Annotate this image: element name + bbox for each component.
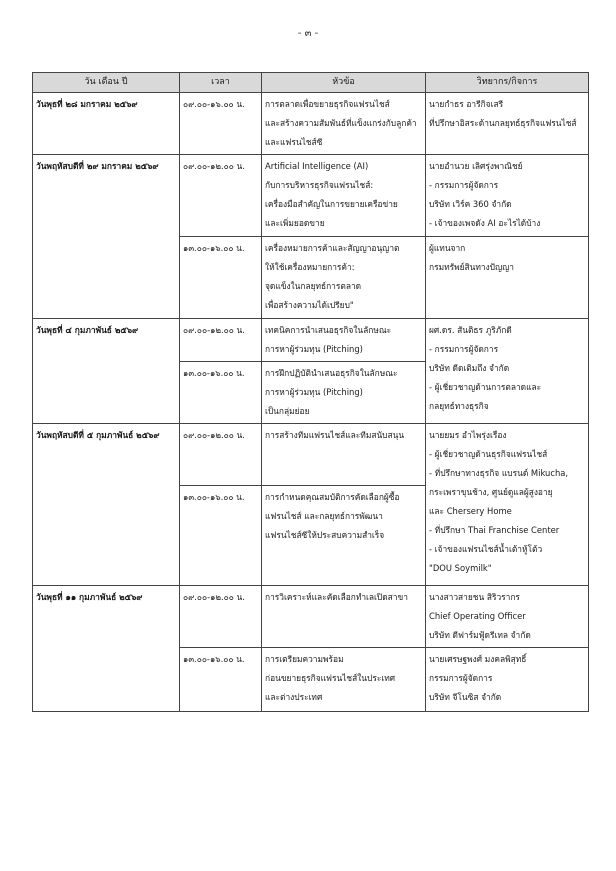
time-cell: ๑๓.๐๐-๑๖.๐๐ น.: [180, 237, 262, 319]
date-cell: วันพุธที่ ๒๘ มกราคม ๒๕๖๙: [33, 93, 180, 155]
table-row: [33, 424, 589, 486]
time-cell: ๑๓.๐๐-๑๖.๐๐ น.: [180, 648, 262, 712]
topic-line: การหาผู้ร่วมทุน (Pitching): [265, 387, 363, 397]
speaker-cell: [426, 93, 589, 155]
speaker-cell: [426, 237, 589, 319]
time-cell: ๑๓.๐๐-๑๖.๐๐ น.: [180, 362, 262, 424]
speaker-line: บริษัท ดีดเติมถึง จำกัด: [429, 363, 510, 373]
speaker-line: นายอำนวย เลิศรุ่งพาณิชย์: [429, 161, 523, 171]
topic-cell: [262, 486, 426, 586]
topic-line: กับการบริหารธุรกิจแฟรนไชส์:: [265, 180, 374, 190]
speaker-line: นายยมร อำไพรุ่งเรือง: [429, 430, 507, 440]
speaker-line: กรรมการผู้จัดการ: [429, 673, 493, 683]
topic-cell: [262, 237, 426, 319]
speaker-line: ที่ปรึกษาอิสระด้านกลยุทธ์ธุรกิจแฟรนไชส์: [429, 118, 577, 128]
speaker-line: นายเศรษฐพงศ์ มงคลพิสุทธิ์: [429, 654, 527, 664]
speaker-line: บริษัท จีโนซิส จำกัด: [429, 692, 502, 702]
topic-line: และต่างประเทศ: [265, 692, 323, 702]
table-row: [33, 586, 589, 648]
topic-line: เพื่อสร้างความได้เปรียบ": [265, 300, 354, 310]
topic-line: Artificial Intelligence (AI): [265, 161, 369, 171]
speaker-line: นายกำธร อารีกิจเสรี: [429, 99, 504, 109]
time-cell: ๐๙.๐๐-๑๒.๐๐ น.: [180, 319, 262, 362]
topic-cell: [262, 586, 426, 648]
time-cell: ๐๙.๐๐-๑๒.๐๐ น.: [180, 155, 262, 237]
speaker-cell: [426, 424, 589, 586]
speaker-cell: [426, 648, 589, 712]
speaker-line: - ที่ปรึกษา Thai Franchise Center: [429, 525, 560, 535]
date-cell: วันพุธที่ ๑๑ กุมภาพันธ์ ๒๕๖๙: [33, 586, 180, 712]
time-cell: ๐๙.๐๐-๑๖.๐๐ น.: [180, 93, 262, 155]
topic-line: การสร้างทีมแฟรนไชส์และทีมสนับสนุน: [265, 430, 405, 440]
header-speaker: วิทยากร/กิจการ: [426, 73, 589, 93]
speaker-line: Chief Operating Officer: [429, 611, 526, 621]
topic-line: จุดแข็งในกลยุทธ์การตลาด: [265, 281, 362, 291]
date-cell: วันพฤหัสบดีที่ ๒๙ มกราคม ๒๕๖๙: [33, 155, 180, 319]
topic-cell: [262, 93, 426, 155]
time-cell: ๑๓.๐๐-๑๖.๐๐ น.: [180, 486, 262, 586]
speaker-line: และ Chersery Home: [429, 506, 512, 516]
header-date: วัน เดือน ปี: [33, 73, 180, 93]
topic-line: เป็นกลุ่มย่อย: [265, 406, 310, 416]
topic-cell: [262, 319, 426, 362]
speaker-line: บริษัท เวิร์ค 360 จำกัด: [429, 199, 512, 209]
topic-cell: [262, 155, 426, 237]
table-row: [33, 155, 589, 237]
table-row: [33, 319, 589, 362]
speaker-cell: [426, 319, 589, 424]
date-cell: วันพุธที่ ๔ กุมภาพันธ์ ๒๕๖๙: [33, 319, 180, 424]
speaker-line: ผู้แทนจาก: [429, 243, 466, 253]
speaker-line: ผศ.ดร. สันติธร ภูริภักดี: [429, 325, 512, 335]
topic-line: การเตรียมความพร้อม: [265, 654, 344, 664]
speaker-line: - เจ้าของแฟรนไชส์น้ำเต้าหู้โต้ว: [429, 544, 543, 554]
schedule-table: [32, 72, 589, 712]
topic-line: การฝึกปฏิบัตินำเสนอธุรกิจในลักษณะ: [265, 368, 398, 378]
page-number: - ๓ -: [297, 28, 319, 39]
speaker-line: กรมทรัพย์สินทางปัญญา: [429, 262, 514, 272]
topic-line: เครื่องมือสำคัญในการขยายเครือข่าย: [265, 199, 398, 209]
speaker-line: - ที่ปรึกษาทางธุรกิจ แบรนด์ Mikucha,: [429, 468, 569, 478]
topic-line: แฟรนไชส์ และกลยุทธ์การพัฒนา: [265, 511, 383, 521]
header-topic: หัวข้อ: [262, 73, 426, 93]
speaker-line: - ผู้เชี่ยวชาญด้านการตลาดและ: [429, 382, 542, 392]
table-header-row: [33, 73, 589, 93]
speaker-line: "DOU Soymilk": [429, 563, 492, 573]
topic-line: ให้ใช้เครื่องหมายการค้า:: [265, 262, 355, 272]
topic-line: แฟรนไชส์ซีให้ประสบความสำเร็จ: [265, 530, 385, 540]
topic-cell: [262, 424, 426, 486]
table-row: [33, 93, 589, 155]
speaker-line: - เจ้าของเพจดัง AI อะไรได้บ้าง: [429, 218, 541, 228]
topic-line: และเพิ่มยอดขาย: [265, 218, 325, 228]
speaker-line: บริษัท ดีฟาร์มฟู้ดรีเทล จำกัด: [429, 630, 531, 640]
speaker-cell: [426, 155, 589, 237]
time-cell: ๐๙.๐๐-๑๒.๐๐ น.: [180, 586, 262, 648]
topic-line: ก่อนขยายธุรกิจแฟรนไชส์ในประเทศ: [265, 673, 396, 683]
topic-line: การกำหนดคุณสมบัติการคัดเลือกผู้ซื้อ: [265, 492, 400, 502]
speaker-cell: [426, 586, 589, 648]
topic-line: และสร้างความสัมพันธ์ที่แข็งแกร่งกับลูกค้า: [265, 118, 417, 128]
topic-line: เทคนิคการนำเสนอธุรกิจในลักษณะ: [265, 325, 392, 335]
date-cell: วันพฤหัสบดีที่ ๕ กุมภาพันธ์ ๒๕๖๙: [33, 424, 180, 586]
speaker-line: - กรรมการผู้จัดการ: [429, 344, 499, 354]
topic-cell: [262, 362, 426, 424]
topic-line: และแฟรนไชส์ซี: [265, 137, 323, 147]
speaker-line: - ผู้เชี่ยวชาญด้านธุรกิจแฟรนไชส์: [429, 449, 548, 459]
time-cell: ๐๙.๐๐-๑๒.๐๐ น.: [180, 424, 262, 486]
topic-line: การวิเคราะห์และคัดเลือกทำเลเปิดสาขา: [265, 592, 408, 602]
speaker-line: นางสาวสายชน สิริวรากร: [429, 592, 520, 602]
speaker-line: - กรรมการผู้จัดการ: [429, 180, 499, 190]
topic-line: การหาผู้ร่วมทุน (Pitching): [265, 344, 363, 354]
topic-line: เครื่องหมายการค้าและสัญญาอนุญาต: [265, 243, 400, 253]
speaker-line: กลยุทธ์ทางธุรกิจ: [429, 401, 489, 411]
header-time: เวลา: [180, 73, 262, 93]
topic-line: การตลาดเพื่อขยายธุรกิจแฟรนไชส์: [265, 99, 390, 109]
speaker-line: กระเพราขุนช้าง, ศูนย์ดูแลผู้สูงอายุ: [429, 487, 553, 497]
topic-cell: [262, 648, 426, 712]
